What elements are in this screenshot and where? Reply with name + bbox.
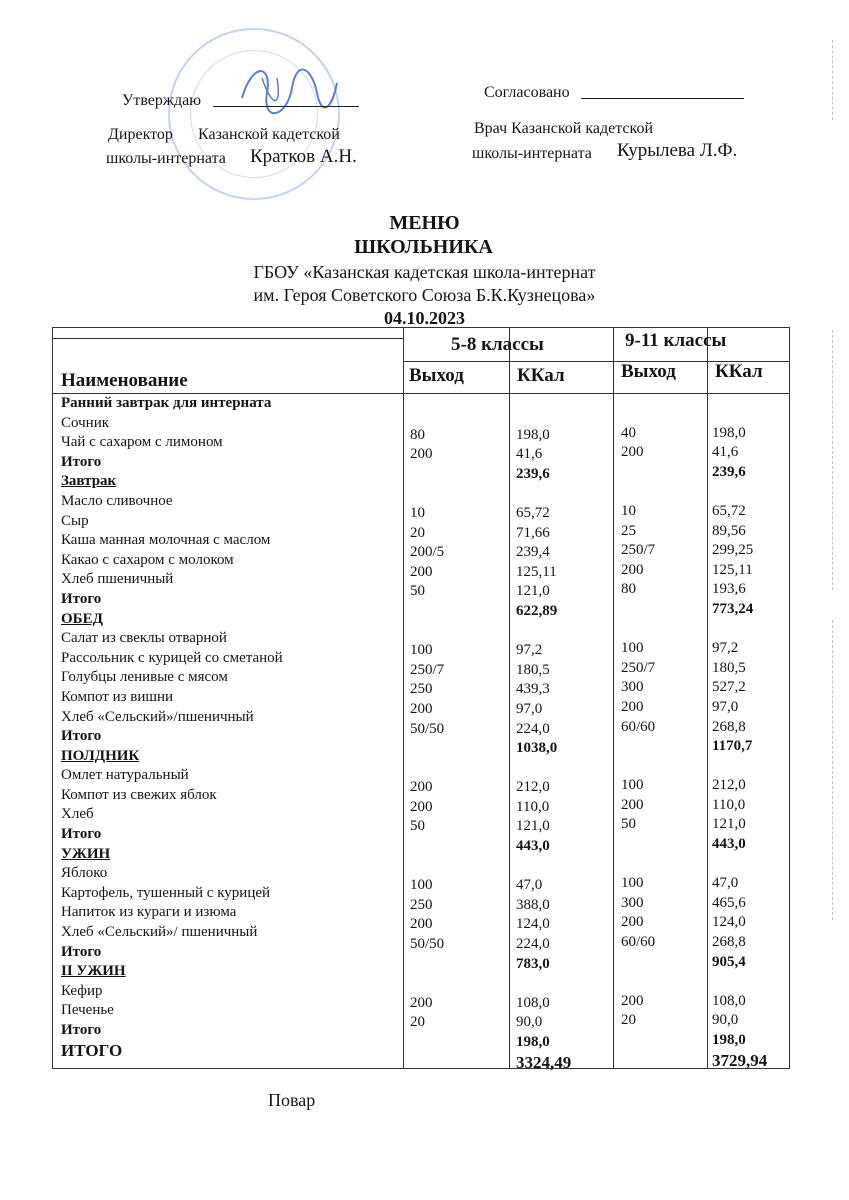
kcal-5-8-value: 90,0: [516, 1014, 543, 1031]
output-5-8-value: 200: [410, 916, 433, 933]
output-5-8-value: 50/50: [410, 936, 445, 953]
kcal-9-11-value: 198,0: [712, 1032, 746, 1048]
kcal-9-11-value: 180,5: [712, 659, 746, 676]
kcal-9-11-value: 110,0: [712, 796, 746, 813]
kcal-5-8-value: 41,6: [516, 446, 543, 463]
table-row-dish-name: Итого: [61, 1022, 102, 1038]
kcal-5-8-value: 110,0: [516, 798, 550, 815]
output-9-11-value: 50: [621, 816, 636, 833]
kcal-9-11-value: 198,0: [712, 424, 746, 441]
agree-signature-line: [581, 98, 744, 99]
kcal-5-8-value: 108,0: [516, 994, 550, 1011]
output-9-11-value: [621, 463, 655, 483]
output-5-8-value: 80: [410, 426, 425, 443]
kcal-9-11-value: 268,8: [712, 718, 746, 735]
kcal-5-8-value: 47,0: [516, 877, 543, 894]
table-row-dish-name: Сочник: [61, 414, 110, 431]
kcal-9-11-column: [712, 404, 767, 1070]
kcal-9-11-value: 47,0: [712, 875, 739, 892]
output-5-8-value: 250/7: [410, 661, 445, 678]
output-5-8-value: [410, 602, 444, 622]
output-5-8-value: 200: [410, 700, 433, 717]
output-5-8-value: [410, 622, 444, 642]
output-5-8-value: [410, 1053, 444, 1073]
table-row-dish-name: Голубцы ленивые с мясом: [61, 669, 228, 686]
output-9-11-value: [621, 757, 655, 777]
kcal-5-8-value: 443,0: [516, 838, 550, 855]
table-row-dish-name: Компот из вишни: [61, 688, 174, 705]
output-5-8-value: 200: [410, 563, 433, 580]
column-kcal-b-header: ККал: [715, 361, 763, 382]
output-5-8-value: 200: [410, 994, 433, 1011]
org-line-2: им. Героя Советского Союза Б.К.Кузнецова»: [253, 285, 596, 305]
table-row-dish-name: Чай с сахаром с лимоном: [61, 434, 223, 451]
table-row-dish-name: Хлеб пшеничный: [61, 571, 174, 588]
output-9-11-value: 200: [621, 444, 644, 461]
output-5-8-value: 20: [410, 1014, 425, 1031]
table-row-dish-name: Хлеб «Сельский»/ пшеничный: [61, 924, 258, 941]
output-9-11-value: [621, 737, 655, 757]
table-row-dish-name: Напиток из кураги и изюма: [61, 904, 237, 921]
output-5-8-value: 200: [410, 779, 433, 796]
kcal-9-11-value: [712, 757, 767, 777]
kcal-5-8-value: 97,2: [516, 642, 543, 659]
output-5-8-value: [410, 465, 444, 485]
output-5-8-value: [410, 406, 444, 426]
scan-edge-mark: [832, 620, 839, 920]
kcal-5-8-value: 124,0: [516, 916, 550, 933]
table-row-dish-name: II УЖИН: [61, 963, 126, 980]
table-row-dish-name: Каша манная молочная с маслом: [61, 532, 271, 549]
kcal-5-8-value: 97,0: [516, 700, 543, 717]
col-divider: [509, 328, 510, 1068]
menu-subtitle: ШКОЛЬНИКА: [354, 236, 493, 258]
kcal-9-11-value: 465,6: [712, 894, 746, 911]
kcal-5-8-value: 239,4: [516, 544, 550, 561]
output-9-11-value: 200: [621, 914, 644, 931]
kcal-5-8-value: 224,0: [516, 720, 550, 737]
kcal-5-8-value: [516, 622, 571, 642]
kcal-5-8-value: [516, 406, 571, 426]
approve-role-a: Директор: [108, 126, 173, 143]
kcal-5-8-column: [516, 406, 571, 1072]
kcal-9-11-value: 527,2: [712, 679, 746, 696]
group-9-11-header: 9-11 классы: [625, 330, 727, 351]
table-row-dish-name: Итого: [61, 826, 102, 843]
table-row-dish-name: Итого: [61, 728, 102, 745]
agree-role-b: школы-интерната: [472, 145, 592, 162]
kcal-5-8-value: 239,6: [516, 465, 550, 482]
table-row-dish-name: ИТОГО: [61, 1040, 123, 1060]
kcal-5-8-value: 439,3: [516, 681, 550, 698]
output-9-11-value: 80: [621, 581, 636, 598]
kcal-9-11-value: 299,25: [712, 542, 754, 559]
table-row-dish-name: Какао с сахаром с молоком: [61, 551, 234, 568]
output-9-11-value: [621, 972, 655, 992]
output-5-8-value: 200: [410, 798, 433, 815]
kcal-5-8-value: 212,0: [516, 779, 550, 796]
table-row-dish-name: Хлеб «Сельский»/пшеничный: [61, 708, 254, 725]
table-row-dish-name: Хлеб: [61, 806, 94, 823]
kcal-9-11-value: 97,0: [712, 698, 739, 715]
output-9-11-column: [621, 404, 655, 1070]
output-9-11-value: [621, 835, 655, 855]
output-9-11-value: 60/60: [621, 934, 656, 951]
column-output-a-header: Выход: [409, 365, 464, 386]
table-row-dish-name: Итого: [61, 590, 102, 607]
output-5-8-value: 200: [410, 446, 433, 463]
col-divider: [613, 328, 614, 1068]
kcal-5-8-value: 3324,49: [516, 1052, 572, 1072]
output-9-11-value: [621, 620, 655, 640]
kcal-9-11-value: 905,4: [712, 953, 746, 970]
kcal-5-8-value: [516, 974, 571, 994]
output-9-11-value: [621, 404, 655, 424]
kcal-5-8-value: 71,66: [516, 524, 550, 541]
kcal-9-11-value: 65,72: [712, 502, 746, 519]
output-9-11-value: 100: [621, 640, 644, 657]
kcal-5-8-value: 65,72: [516, 504, 550, 521]
output-9-11-value: 200: [621, 992, 644, 1009]
approve-label: Утверждаю: [122, 92, 202, 109]
table-row-dish-name: Яблоко: [61, 865, 108, 882]
group-5-8-header: 5-8 классы: [451, 334, 544, 355]
kcal-9-11-value: 124,0: [712, 914, 746, 931]
output-5-8-value: 250: [410, 681, 433, 698]
table-row-dish-name: Омлет натуральный: [61, 767, 189, 784]
kcal-9-11-value: 3729,94: [712, 1050, 768, 1070]
output-9-11-value: 25: [621, 522, 636, 539]
output-9-11-value: 20: [621, 1012, 636, 1029]
kcal-5-8-value: [516, 857, 571, 877]
table-row-dish-name: Рассольник с курицей со сметаной: [61, 649, 283, 666]
table-row-dish-name: Кефир: [61, 982, 103, 999]
kcal-5-8-value: 198,0: [516, 426, 550, 443]
table-row-dish-name: ПОЛДНИК: [61, 747, 140, 764]
output-9-11-value: [621, 1051, 655, 1071]
output-5-8-value: 10: [410, 504, 425, 521]
table-row-dish-name: Завтрак: [61, 473, 117, 490]
kcal-9-11-value: 89,56: [712, 522, 746, 539]
table-row-dish-name: Салат из свеклы отварной: [61, 630, 227, 647]
kcal-9-11-value: [712, 855, 767, 875]
kcal-9-11-value: 773,24: [712, 600, 754, 617]
kcal-9-11-value: 212,0: [712, 777, 746, 794]
menu-table: [52, 327, 790, 1072]
agree-role-a: Врач Казанской кадетской: [474, 120, 654, 137]
agree-label: Согласовано: [484, 84, 570, 101]
table-row-dish-name: Масло сливочное: [61, 492, 173, 509]
kcal-9-11-value: [712, 972, 767, 992]
table-row-dish-name: Ранний завтрак для интерната: [61, 395, 272, 411]
kcal-9-11-value: [712, 482, 767, 502]
table-row-dish-name: ОБЕД: [61, 610, 103, 627]
output-5-8-value: 100: [410, 642, 433, 659]
kcal-9-11-value: [712, 620, 767, 640]
org-line-1: ГБОУ «Казанская кадетская школа-интернат: [253, 262, 596, 282]
kcal-9-11-value: 443,0: [712, 836, 746, 853]
output-5-8-column: [410, 406, 444, 1072]
output-9-11-value: 100: [621, 777, 644, 794]
output-5-8-value: [410, 1033, 444, 1053]
output-9-11-value: [621, 953, 655, 973]
output-9-11-value: 250/7: [621, 542, 656, 559]
approve-name: Кратков А.Н.: [250, 146, 357, 167]
output-9-11-value: [621, 482, 655, 502]
output-5-8-value: [410, 484, 444, 504]
output-5-8-value: [410, 837, 444, 857]
output-9-11-value: 250/7: [621, 659, 656, 676]
kcal-9-11-value: 125,11: [712, 561, 753, 578]
kcal-5-8-value: [516, 759, 571, 779]
column-output-b-header: Выход: [621, 361, 676, 382]
kcal-9-11-value: 97,2: [712, 640, 739, 657]
output-5-8-value: 50: [410, 818, 425, 835]
column-name-header: Наименование: [61, 370, 188, 391]
kcal-5-8-value: 121,0: [516, 818, 550, 835]
kcal-9-11-value: 193,6: [712, 581, 746, 598]
kcal-5-8-value: 180,5: [516, 661, 550, 678]
output-9-11-value: 60/60: [621, 718, 656, 735]
table-row-dish-name: Сыр: [61, 512, 89, 529]
approve-role-b: Казанской кадетской: [198, 126, 340, 143]
output-5-8-value: [410, 955, 444, 975]
output-5-8-value: [410, 857, 444, 877]
kcal-9-11-value: 90,0: [712, 1012, 739, 1029]
output-9-11-value: 200: [621, 698, 644, 715]
col-divider: [707, 328, 708, 1068]
output-9-11-value: [621, 600, 655, 620]
kcal-5-8-value: 121,0: [516, 583, 550, 600]
approve-signature-line: [213, 106, 359, 107]
output-9-11-value: 300: [621, 894, 644, 911]
kcal-5-8-value: 622,89: [516, 602, 558, 619]
table-row-dish-name: Итого: [61, 943, 102, 960]
name-header-divider: [53, 338, 403, 339]
output-5-8-value: 50/50: [410, 720, 445, 737]
table-row-dish-name: Компот из свежих яблок: [61, 786, 217, 803]
agree-name: Курылева Л.Ф.: [617, 140, 738, 161]
menu-title: МЕНЮ: [389, 212, 460, 234]
output-5-8-value: [410, 759, 444, 779]
output-5-8-value: [410, 739, 444, 759]
scan-edge-mark: [832, 330, 839, 590]
director-signature: [232, 58, 342, 128]
output-9-11-value: 200: [621, 796, 644, 813]
kcal-5-8-value: 783,0: [516, 955, 550, 972]
output-9-11-value: [621, 1031, 655, 1051]
approve-role-c: школы-интерната: [106, 150, 226, 167]
kcal-9-11-value: 268,8: [712, 934, 746, 951]
dish-names-column: [61, 394, 283, 1060]
output-5-8-value: 100: [410, 877, 433, 894]
table-row-dish-name: Печенье: [61, 1002, 114, 1019]
kcal-9-11-value: 41,6: [712, 444, 739, 461]
kcal-5-8-value: 224,0: [516, 936, 550, 953]
kcal-9-11-value: [712, 404, 767, 424]
kcal-5-8-value: [516, 484, 571, 504]
output-5-8-value: 200/5: [410, 544, 445, 561]
output-5-8-value: 50: [410, 583, 425, 600]
scan-edge-mark: [832, 40, 839, 120]
menu-date: 04.10.2023: [384, 308, 465, 328]
table-row-dish-name: УЖИН: [61, 845, 111, 862]
col-divider: [403, 328, 404, 1068]
output-9-11-value: 100: [621, 875, 644, 892]
output-9-11-value: 10: [621, 502, 636, 519]
kcal-9-11-value: 1170,7: [712, 738, 753, 755]
output-9-11-value: [621, 855, 655, 875]
cook-label: Повар: [268, 1090, 316, 1110]
kcal-5-8-value: 388,0: [516, 896, 550, 913]
column-kcal-a-header: ККал: [517, 365, 565, 386]
kcal-9-11-value: 121,0: [712, 816, 746, 833]
output-5-8-value: [410, 974, 444, 994]
kcal-5-8-value: 1038,0: [516, 740, 558, 757]
kcal-9-11-value: 108,0: [712, 992, 746, 1009]
kcal-5-8-value: 125,11: [516, 563, 557, 580]
kcal-5-8-value: 198,0: [516, 1034, 550, 1050]
output-9-11-value: 40: [621, 424, 636, 441]
output-9-11-value: 200: [621, 561, 644, 578]
kcal-9-11-value: 239,6: [712, 463, 746, 480]
output-5-8-value: 20: [410, 524, 425, 541]
output-5-8-value: 250: [410, 896, 433, 913]
table-row-dish-name: Картофель, тушенный с курицей: [61, 884, 271, 901]
output-9-11-value: 300: [621, 679, 644, 696]
table-row-dish-name: Итого: [61, 453, 102, 470]
